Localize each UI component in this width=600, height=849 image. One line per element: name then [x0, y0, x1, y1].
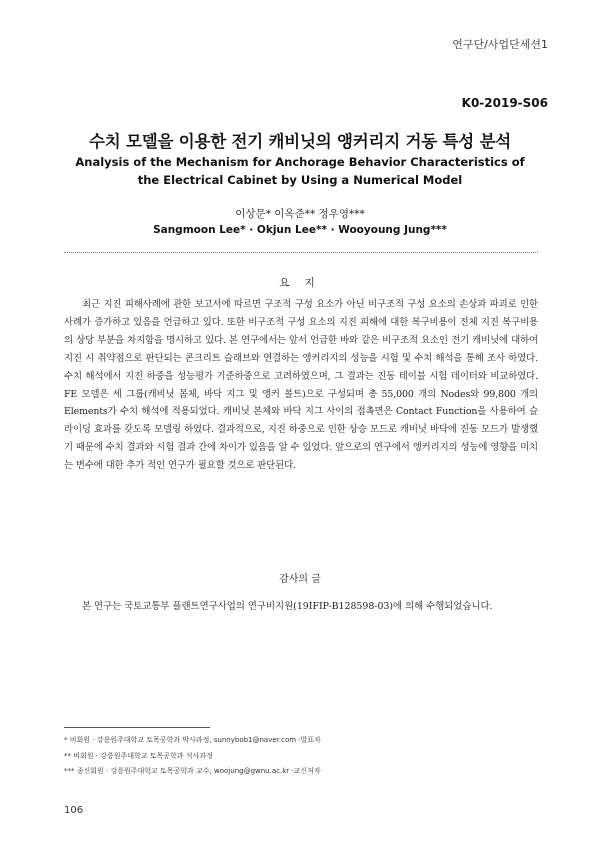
footnote-coauthor: ** 비회원 · 강릉원주대학교 토목공학과 석사과정: [64, 751, 213, 760]
page-number: 106: [64, 805, 84, 816]
authors-korean: 이상문* 이옥준** 정우영***: [235, 208, 365, 220]
footnote-divider: [64, 727, 210, 728]
title-english-line-1: Analysis of the Mechanism for Anchorage Behavior Characteristics of: [75, 155, 525, 169]
footnotes: [64, 733, 538, 780]
paper-code: K0-2019-S06: [461, 96, 548, 110]
abstract-body: 최근 지진 피해사례에 관한 보고서에 따르면 구조적 구성 요소가 아닌 비구조적 구성 요소의 손상과 파괴로 인한 사례가 증가하고 있음을 언급하고 있다. 또한 비구조적 구성 요소의 지진 피해에 대한 복구비용이 전체 지진 복구비용의 상당 부분을 차지함을 명시하고 있다. 본 연구에서는 앞서 언급한 바와 같은 비구조적 요소인 전기 캐비닛에 대하여 지진 시 취약점으로 판단되는 콘크리트 슬래브와 연결하는 앵커리지의 성능을 시험 및 수치 해석을 통해 조사 하였다. 수치 해석에서 지진 하중을 성능평가 기준하중으로 고려하였으며, 그 결과는 진동 테이블 시험 데이터와 비교하였다. FE 모델은 세 그룹(캐비닛 몸체, 바닥 지그 및 앵커 볼트)으로 구성되며 총 55,000 개의 Nodes와 99,800 개의 Elements가 수치 해석에 적용되었다. 캐비닛 본체와 바닥 지그 사이의 접촉면은 Contact Function을 사용하여 슬라이딩 효과를 갖도록 모델링 하였다. 결과적으로, 지진 하중으로 인한 상승 모드로 캐비닛 바닥에 진동 모드가 발생했기 때문에 수치 결과와 시험 결과 간에 차이가 있음을 알 수 있었다. 앞으로의 연구에서 앵커리지의 성능에 영향을 미치는 변수에 대한 추가 적인 연구가 필요할 것으로 판단된다.: [64, 299, 538, 472]
authors-english: Sangmoon Lee* · Okjun Lee** · Wooyoung Jung***: [153, 224, 447, 236]
acknowledgement-heading: 감사의 글: [279, 574, 321, 585]
abstract-heading: 요 지: [279, 277, 321, 289]
section-divider: [64, 252, 538, 253]
footnote-presenter: * 비회원 · 강릉원주대학교 토목공학과 박사과정, sunnybob1@naver.com ·발표자: [64, 736, 321, 744]
footnote-corresponding: *** 종신회원 · 강릉원주대학교 토목공학과 교수, woojung@gwnu.ac.kr ·교신저자: [64, 767, 321, 775]
title-english-line-2: the Electrical Cabinet by Using a Numerical Model: [137, 173, 463, 187]
acknowledgement-body: 본 연구는 국토교통부 플랜트연구사업의 연구비지원(19IFIP-B128598-03)에 의해 수행되었습니다.: [82, 601, 493, 612]
title-korean: 수치 모델을 이용한 전기 캐비닛의 앵커리지 거동 특성 분석: [88, 132, 512, 151]
series-label: 연구단/사업단세션1: [452, 38, 548, 51]
title-english: [0, 153, 600, 189]
